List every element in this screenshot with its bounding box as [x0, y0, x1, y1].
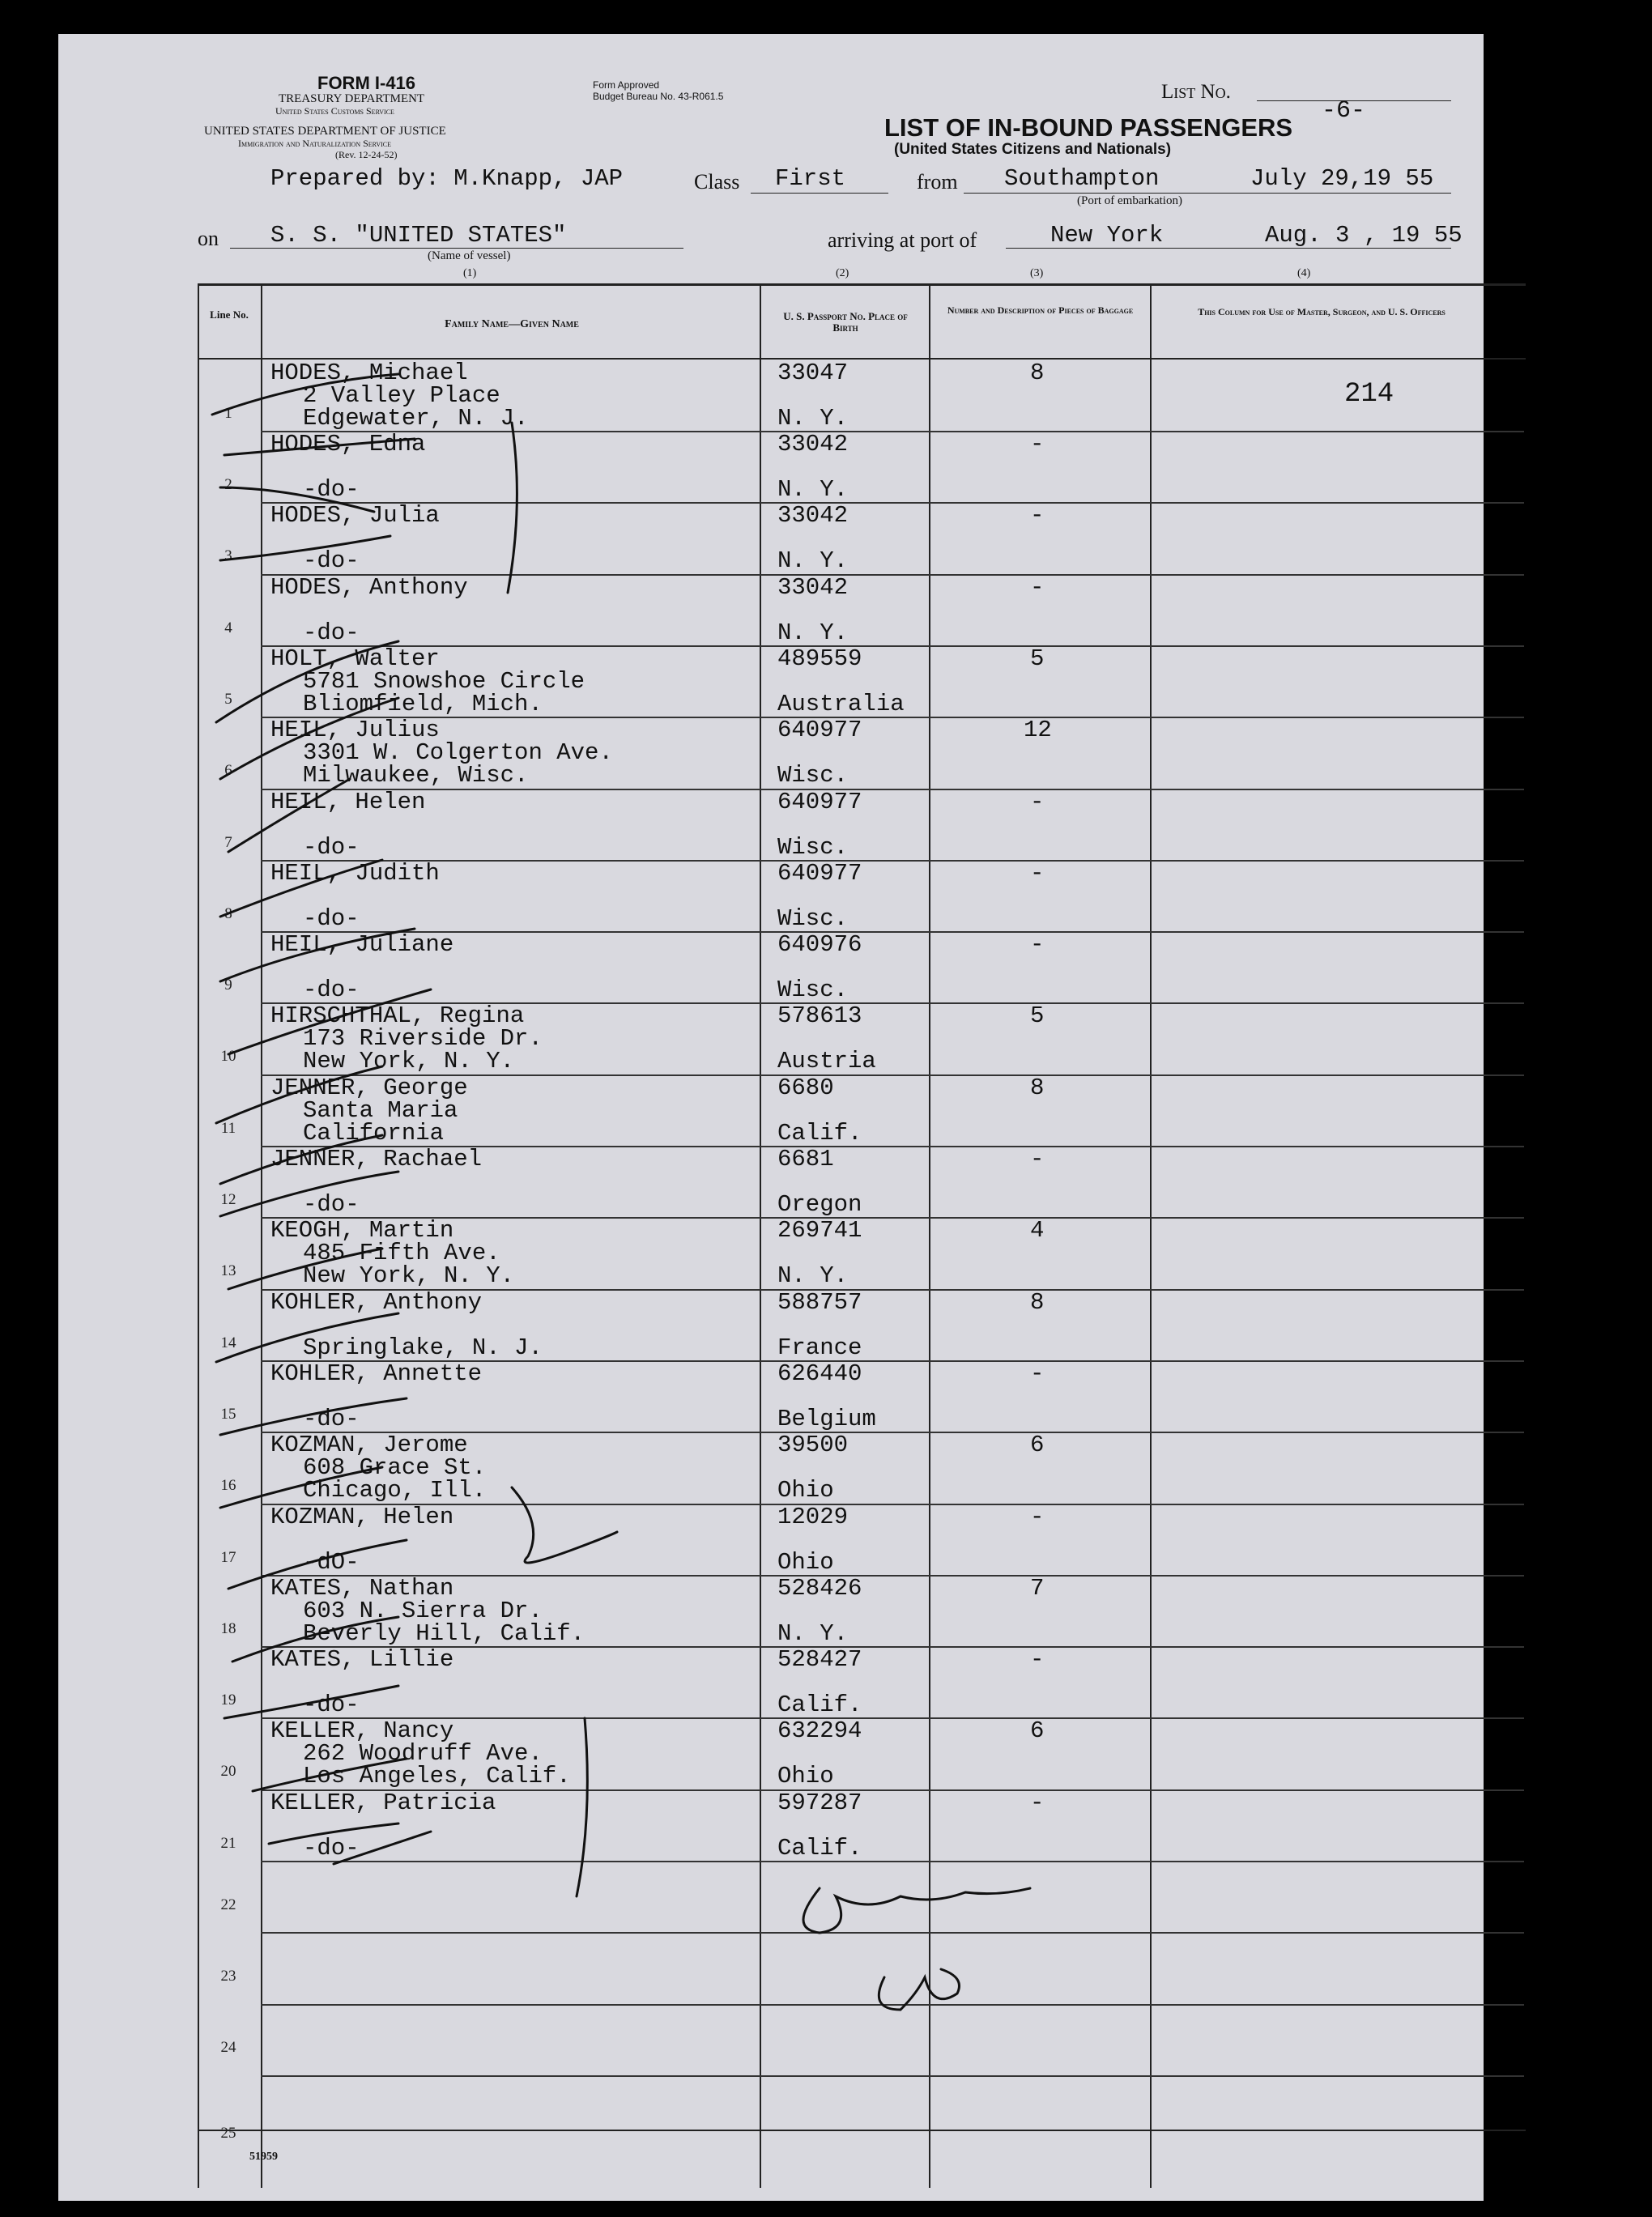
place-of-birth: N. Y.: [777, 547, 849, 574]
passport-number: 12029: [777, 1504, 849, 1530]
passenger-name: HEIL, Julius: [270, 717, 440, 743]
place-of-birth: France: [777, 1334, 862, 1361]
list-title: LIST OF IN-BOUND PASSENGERS: [884, 113, 1293, 142]
place-of-birth: Calif.: [777, 1120, 862, 1147]
passport-number: 33047: [777, 360, 849, 386]
form-page: [58, 34, 1484, 2201]
line-number: 17: [220, 1549, 236, 1566]
place-of-birth: Belgium: [777, 1406, 876, 1432]
address-line-1: 262 Woodruff Ave.: [303, 1740, 543, 1767]
baggage-count: 6: [1030, 1717, 1045, 1744]
baggage-count: -: [1030, 860, 1045, 887]
line-number: 5: [224, 691, 232, 708]
line-number: 9: [224, 977, 232, 994]
arriving-label: arriving at port of: [828, 228, 977, 252]
passenger-name: JENNER, George: [270, 1074, 468, 1101]
line-number: 3: [224, 547, 232, 564]
header-officers: This Column for Use of Master, Surgeon, and U. S. Officers: [1198, 306, 1446, 317]
on-label: on: [198, 227, 219, 250]
passenger-name: HEIL, Juliane: [270, 931, 454, 958]
baggage-col-border: [929, 283, 930, 2188]
passport-number: 6681: [777, 1146, 834, 1172]
col-num-2: (2): [836, 267, 849, 279]
passport-number: 640976: [777, 931, 862, 958]
address-line-1: 2 Valley Place: [303, 382, 500, 409]
table-bottom-border: [198, 2130, 1526, 2131]
embarkation-date: July 29,19 55: [1250, 165, 1434, 192]
passenger-name: KEOGH, Martin: [270, 1217, 454, 1244]
baggage-count: -: [1030, 431, 1045, 457]
passport-number: 632294: [777, 1717, 862, 1744]
address-line-1: 608 Grace St.: [303, 1454, 487, 1481]
address-line-2: Chicago, Ill.: [303, 1477, 487, 1504]
table-top-border: [198, 283, 1526, 286]
place-of-birth: Wisc.: [777, 977, 849, 1003]
line-number: 16: [220, 1477, 236, 1494]
row-divider: [261, 1932, 1524, 1934]
arrival-date: Aug. 3 , 19 55: [1265, 222, 1463, 249]
address-line-2: Edgewater, N. J.: [303, 405, 529, 432]
passenger-name: KOZMAN, Jerome: [270, 1432, 468, 1458]
passenger-name: HODES, Julia: [270, 502, 440, 529]
address-line-2: -do-: [303, 547, 360, 574]
header-baggage: Number and Description of Pieces of Baggage: [947, 304, 1134, 316]
baggage-count: -: [1030, 502, 1045, 529]
row-divider: [261, 2004, 1524, 2006]
immigration-service: Immigration and Naturalization Service: [238, 138, 392, 149]
address-line-2: -do-: [303, 619, 360, 646]
row-divider: [261, 502, 1524, 504]
place-of-birth: Ohio: [777, 1763, 834, 1789]
list-number-value: -6-: [1322, 97, 1366, 125]
place-of-birth: N. Y.: [777, 1262, 849, 1289]
passenger-name: KOHLER, Annette: [270, 1360, 483, 1387]
passport-number: 528426: [777, 1575, 862, 1602]
vessel-caption: (Name of vessel): [428, 249, 511, 262]
baggage-count: -: [1030, 1504, 1045, 1530]
line-number: 12: [220, 1191, 236, 1208]
passenger-name: KELLER, Nancy: [270, 1717, 454, 1744]
baggage-count: 5: [1030, 645, 1045, 672]
vessel-name: S. S. "UNITED STATES": [270, 222, 567, 249]
line-number: 10: [220, 1048, 236, 1065]
passenger-name: JENNER, Rachael: [270, 1146, 483, 1172]
department-of-justice: UNITED STATES DEPARTMENT OF JUSTICE: [204, 125, 446, 138]
passenger-name: HOLT, Walter: [270, 645, 440, 672]
table-left-border: [198, 283, 199, 2188]
passenger-name: HODES, Anthony: [270, 574, 468, 601]
place-of-birth: Wisc.: [777, 905, 849, 932]
place-of-birth: N. Y.: [777, 1620, 849, 1647]
passport-number: 33042: [777, 502, 849, 529]
line-number: 1: [224, 405, 232, 422]
budget-bureau: Budget Bureau No. 43-R061.5: [593, 91, 724, 102]
place-of-birth: N. Y.: [777, 405, 849, 432]
address-line-2: -dO-: [303, 1549, 360, 1576]
baggage-count: -: [1030, 1789, 1045, 1816]
line-number: 24: [220, 2039, 236, 2056]
address-line-1: Santa Maria: [303, 1097, 458, 1124]
address-line-2: -do-: [303, 905, 360, 932]
address-line-2: Beverly Hill, Calif.: [303, 1620, 585, 1647]
address-line-1: 485 Fifth Ave.: [303, 1240, 500, 1266]
passport-number: 597287: [777, 1789, 862, 1816]
passenger-name: HEIL, Judith: [270, 860, 440, 887]
baggage-count: 8: [1030, 360, 1045, 386]
baggage-count: -: [1030, 931, 1045, 958]
line-number: 22: [220, 1896, 236, 1913]
line-number: 11: [220, 1120, 236, 1137]
form-approved: Form Approved: [593, 79, 660, 91]
passport-number: 489559: [777, 645, 862, 672]
row-divider: [261, 860, 1524, 862]
baggage-count: 12: [1024, 717, 1052, 743]
baggage-count: -: [1030, 1646, 1045, 1673]
baggage-count: 5: [1030, 1002, 1045, 1029]
from-label: from: [917, 170, 958, 194]
baggage-count: 8: [1030, 1074, 1045, 1101]
row-divider: [261, 645, 1524, 647]
passenger-name: HODES, Edna: [270, 431, 426, 457]
place-of-birth: Calif.: [777, 1691, 862, 1718]
col-num-1: (1): [463, 267, 477, 279]
passenger-name: KELLER, Patricia: [270, 1789, 496, 1816]
line-number: 7: [224, 834, 232, 851]
passenger-name: KOHLER, Anthony: [270, 1289, 483, 1316]
row-divider: [261, 2075, 1524, 2077]
passenger-name: KOZMAN, Helen: [270, 1504, 454, 1530]
line-number: 20: [220, 1763, 236, 1780]
baggage-count: -: [1030, 574, 1045, 601]
header-name: Family Name—Given Name: [445, 318, 579, 330]
address-line-2: Los Angeles, Calif.: [303, 1763, 571, 1789]
form-revision: (Rev. 12-24-52): [335, 149, 398, 160]
line-number: 21: [220, 1835, 236, 1852]
class-value: First: [775, 165, 846, 192]
line-number: 25: [220, 2125, 236, 2142]
from-line: [964, 193, 1451, 194]
line-number: 15: [220, 1406, 236, 1423]
address-line-2: -do-: [303, 1406, 360, 1432]
line-number: 23: [220, 1968, 236, 1985]
line-number: 6: [224, 762, 232, 779]
header-line-no: Line No.: [210, 309, 249, 321]
line-number: 8: [224, 905, 232, 922]
baggage-count: 6: [1030, 1432, 1045, 1458]
passenger-name: HIRSCHTHAL, Regina: [270, 1002, 525, 1029]
address-line-1: 5781 Snowshoe Circle: [303, 668, 585, 695]
baggage-count: 4: [1030, 1217, 1045, 1244]
address-line-2: Springlake, N. J.: [303, 1334, 543, 1361]
address-line-2: -do-: [303, 834, 360, 861]
baggage-count: -: [1030, 1360, 1045, 1387]
passport-number: 33042: [777, 431, 849, 457]
line-number: 13: [220, 1262, 236, 1279]
passport-number: 578613: [777, 1002, 862, 1029]
place-of-birth: N. Y.: [777, 619, 849, 646]
place-of-birth: Wisc.: [777, 762, 849, 789]
row-divider: [261, 1861, 1524, 1862]
prepared-by: Prepared by: M.Knapp, JAP: [270, 165, 624, 192]
address-line-2: -do-: [303, 476, 360, 503]
place-of-birth: Oregon: [777, 1191, 862, 1218]
from-value: Southampton: [1004, 165, 1160, 192]
passport-number: 640977: [777, 789, 862, 815]
address-line-2: New York, N. Y.: [303, 1048, 515, 1074]
place-of-birth: Austria: [777, 1048, 876, 1074]
form-number: FORM I-416: [317, 73, 416, 93]
place-of-birth: Ohio: [777, 1477, 834, 1504]
header-passport: U. S. Passport No. Place of Birth: [783, 310, 908, 334]
place-of-birth: Calif.: [777, 1835, 862, 1862]
address-line-2: Milwaukee, Wisc.: [303, 762, 529, 789]
address-line-1: 603 N. Sierra Dr.: [303, 1598, 543, 1624]
line-number: 19: [220, 1691, 236, 1708]
line-number: 4: [224, 619, 232, 636]
line-number: 14: [220, 1334, 236, 1351]
passport-number: 33042: [777, 574, 849, 601]
list-subtitle: (United States Citizens and Nationals): [894, 141, 1172, 158]
baggage-count: -: [1030, 1146, 1045, 1172]
customs-service: United States Customs Service: [275, 105, 394, 117]
name-col-border: [261, 283, 262, 2188]
passenger-name: KATES, Lillie: [270, 1646, 454, 1673]
baggage-count: 7: [1030, 1575, 1045, 1602]
passenger-name: KATES, Nathan: [270, 1575, 454, 1602]
baggage-count: 8: [1030, 1289, 1045, 1316]
passport-number: 640977: [777, 860, 862, 887]
passport-number: 39500: [777, 1432, 849, 1458]
class-line: [751, 193, 888, 194]
line-number: 2: [224, 476, 232, 493]
address-line-1: 3301 W. Colgerton Ave.: [303, 739, 613, 766]
passport-number: 626440: [777, 1360, 862, 1387]
arriving-port: New York: [1050, 222, 1164, 249]
passport-number: 640977: [777, 717, 862, 743]
line-number: 18: [220, 1620, 236, 1637]
passenger-name: HEIL, Helen: [270, 789, 426, 815]
passport-col-border: [760, 283, 761, 2188]
stamp-number: 214: [1344, 379, 1394, 410]
treasury-department: TREASURY DEPARTMENT: [279, 92, 425, 105]
place-of-birth: N. Y.: [777, 476, 849, 503]
col-num-4: (4): [1297, 267, 1311, 279]
footer-form-number: 51959: [249, 2151, 278, 2163]
passport-number: 269741: [777, 1217, 862, 1244]
address-line-2: -do-: [303, 1691, 360, 1718]
address-line-2: -do-: [303, 977, 360, 1003]
passport-number: 588757: [777, 1289, 862, 1316]
place-of-birth: Wisc.: [777, 834, 849, 861]
place-of-birth: Ohio: [777, 1549, 834, 1576]
officers-col-border: [1150, 283, 1152, 2188]
address-line-2: -do-: [303, 1191, 360, 1218]
address-line-2: New York, N. Y.: [303, 1262, 515, 1289]
class-label: Class: [694, 170, 740, 194]
list-number-label: List No.: [1161, 81, 1231, 103]
address-line-1: 173 Riverside Dr.: [303, 1025, 543, 1052]
address-line-2: -do-: [303, 1835, 360, 1862]
baggage-count: -: [1030, 789, 1045, 815]
passenger-name: HODES, Michael: [270, 360, 468, 386]
address-line-2: Bliomfield, Mich.: [303, 691, 543, 717]
passport-number: 6680: [777, 1074, 834, 1101]
row-divider: [261, 789, 1524, 790]
place-of-birth: Australia: [777, 691, 905, 717]
passport-number: 528427: [777, 1646, 862, 1673]
col-num-3: (3): [1030, 267, 1044, 279]
address-line-2: California: [303, 1120, 445, 1147]
port-embark-caption: (Port of embarkation): [1077, 194, 1182, 207]
